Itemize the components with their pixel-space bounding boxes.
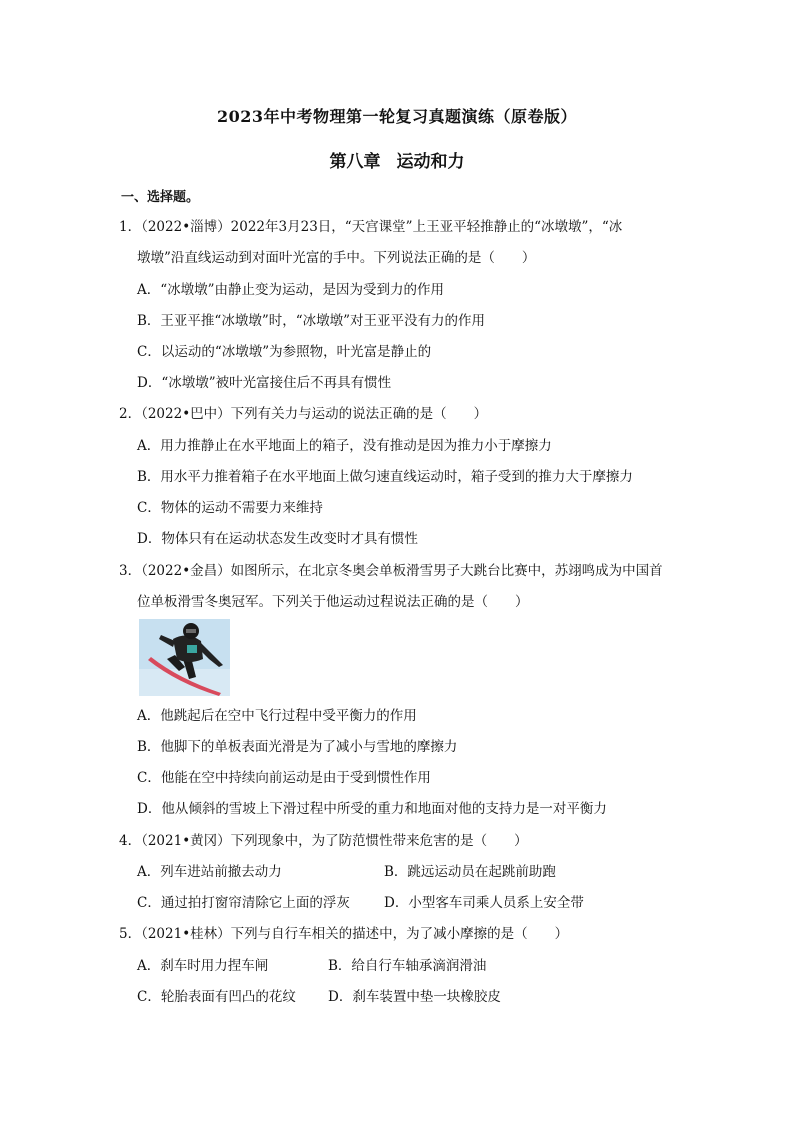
question-1-option-a: A．“冰墩墩”由静止变为运动，是因为受到力的作用 [137, 282, 445, 298]
question-3-option-d: D．他从倾斜的雪坡上下滑过程中所受的重力和地面对他的支持力是一对平衡力 [137, 801, 607, 817]
question-3-stem-cont: 位单板滑雪冬奥冠军。下列关于他运动过程说法正确的是（ ） [137, 594, 529, 610]
chapter-name: 运动和力 [396, 152, 465, 172]
question-3-option-c: C．他能在空中持续向前运动是由于受到惯性作用 [137, 770, 431, 786]
question-1-option-c: C．以运动的“冰墩墩”为参照物，叶光富是静止的 [137, 344, 432, 360]
question-1-option-d: D．“冰墩墩”被叶光富接住后不再具有惯性 [137, 375, 392, 391]
section-heading: 一、选择题。 [121, 190, 200, 205]
question-5-option-a: A．刹车时用力捏车闸 [137, 958, 269, 974]
question-2-option-c: C．物体的运动不需要力来维持 [137, 500, 323, 516]
question-3-option-a: A．他跳起后在空中飞行过程中受平衡力的作用 [137, 708, 417, 724]
question-2-stem: 2．（2022•巴中）下列有关力与运动的说法正确的是（ ） [119, 406, 488, 422]
chapter-title [0, 147, 794, 172]
question-3-option-b: B．他脚下的单板表面光滑是为了减小与雪地的摩擦力 [137, 739, 458, 755]
question-2-option-a: A．用力推静止在水平地面上的箱子，没有推动是因为推力小于摩擦力 [137, 438, 552, 454]
question-5-option-b: B．给自行车轴承滴润滑油 [328, 958, 487, 974]
question-1-stem: 1．（2022•淄博）2022年3月23日，“天宫课堂”上王亚平轻推静止的“冰墩墩”，“冰 [119, 219, 623, 235]
question-4-option-b: B．跳远运动员在起跳前助跑 [384, 864, 556, 880]
question-2-option-d: D．物体只有在运动状态发生改变时才具有惯性 [137, 531, 418, 547]
question-2-option-b: B．用水平力推着箱子在水平地面上做匀速直线运动时，箱子受到的推力大于摩擦力 [137, 469, 633, 485]
question-4-stem: 4．（2021•黄冈）下列现象中，为了防范惯性带来危害的是（ ） [119, 833, 528, 849]
question-4-option-d: D．小型客车司乘人员系上安全带 [384, 895, 584, 911]
question-4-option-c: C．通过拍打窗帘清除它上面的浮灰 [137, 895, 350, 911]
question-1-stem-cont: 墩墩”沿直线运动到对面叶光富的手中。下列说法正确的是（ ） [137, 250, 536, 266]
question-5-option-c: C．轮胎表面有凹凸的花纹 [137, 989, 296, 1005]
snowboarder-illustration [139, 619, 230, 696]
question-5-option-d: D．刹车装置中垫一块橡胶皮 [328, 989, 501, 1005]
question-1-option-b: B．王亚平推“冰墩墩”时，“冰墩墩”对王亚平没有力的作用 [137, 313, 486, 329]
question-4-option-a: A．列车进站前撤去动力 [137, 864, 282, 880]
chapter-number: 第八章 [329, 152, 381, 172]
question-5-stem: 5．（2021•桂林）下列与自行车相关的描述中，为了减小摩擦的是（ ） [119, 926, 569, 942]
document-title: 2023年中考物理第一轮复习真题演练（原卷版） [216, 107, 578, 126]
snowboarder-photo [139, 619, 230, 696]
question-3-stem: 3．（2022•金昌）如图所示，在北京冬奥会单板滑雪男子大跳台比赛中，苏翊鸣成为中国首 [119, 563, 663, 579]
